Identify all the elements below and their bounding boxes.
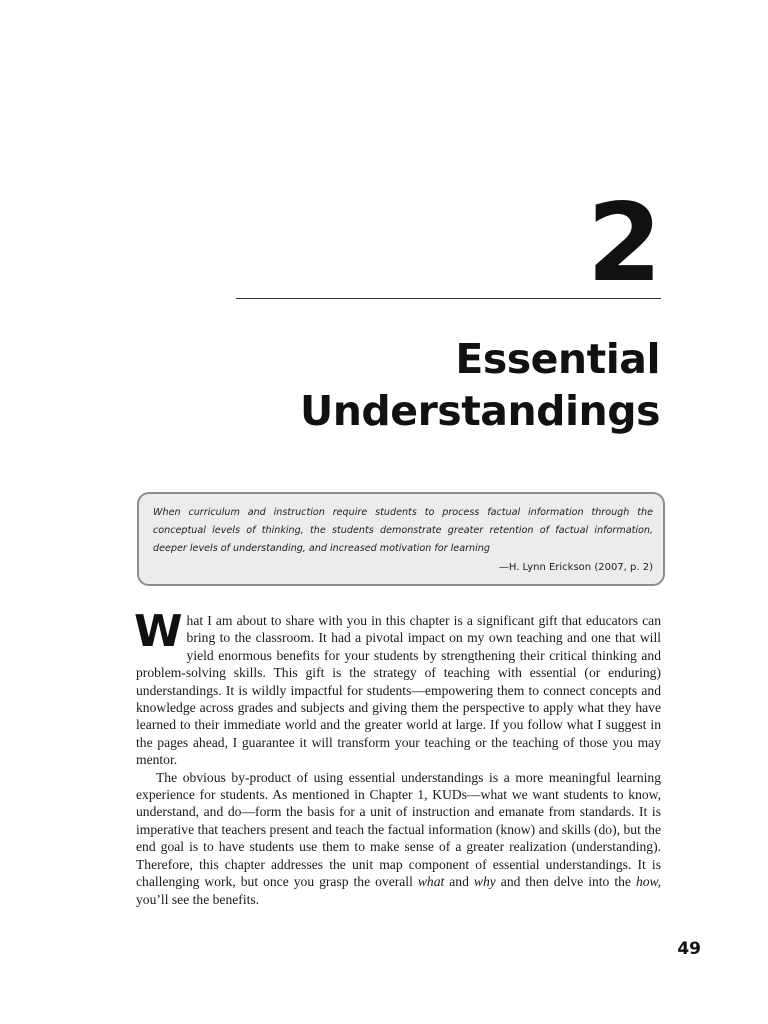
epigraph-attribution: —H. Lynn Erickson (2007, p. 2): [498, 562, 653, 573]
epigraph-box: [137, 492, 665, 586]
paragraph-2: [136, 769, 661, 908]
emphasis-why: why: [473, 874, 496, 890]
body-text: [134, 606, 661, 908]
chapter-title: [300, 333, 660, 437]
paragraph-1-text: hat I am about to share with you in this chapter is a significant gift that educators can bring to the classroom. It had a pivotal impact on my own teaching and one that will yield enormous benefits for your students by strengthening their critical thinking and problem-solving skills. This gift is the strategy of teaching with essential (or enduring) understandings. It is wildly impactful for students—empowering them to connect concepts and knowledge across grades and subjects and giving them the perspective to apply what they have learned to their immediate world and the greater world at large. If you follow what I suggest in the pages ahead, I guarantee it will transform your teaching or the teaching of those you may mentor.: [136, 613, 661, 768]
emphasis-what: what: [417, 874, 445, 890]
epigraph-text: When curriculum and instruction require students to process factual information through the conceptual levels of thinking, the students demonstrate greater retention of factual information, deeper levels of understanding, and increased motivation for learning: [153, 507, 653, 554]
chapter-title-line-2: Understandings: [299, 387, 660, 435]
paragraph-2-text-2: and then delve into the: [495, 874, 636, 890]
paragraph-2-and: and: [444, 874, 474, 890]
emphasis-how: how,: [635, 874, 661, 890]
paragraph-1: [134, 606, 661, 769]
chapter-number: 2: [586, 181, 658, 306]
paragraph-2-text-3: you’ll see the benefits.: [136, 891, 260, 907]
paragraph-2-text: The obvious by-product of using essential understandings is a more meaningful learning experience for students. As mentioned in Chapter 1, KUDs—what we want students to know, understand, and do—form the basis for a unit of instruction and emanate from standards. It is imperative that teachers present and teach the factual information (know) and skills (do), but the end goal is to have students use them to make sense of a greater realization (understanding). Therefore, this chapter addresses the unit map component of essential understandings. It is challenging work, but once you grasp the overall: [136, 769, 661, 890]
drop-cap: W: [134, 606, 183, 657]
chapter-divider: [236, 298, 661, 299]
page-number: 49: [677, 939, 701, 959]
chapter-title-line-1: Essential: [455, 335, 660, 383]
